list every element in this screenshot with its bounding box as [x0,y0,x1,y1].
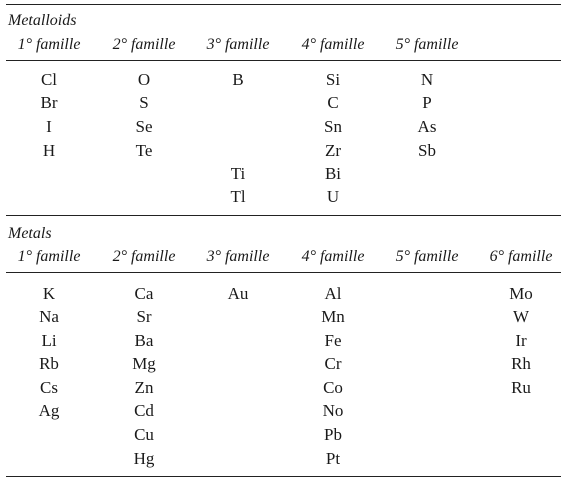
metals-header-rule [6,272,561,273]
metal-element: K [42,284,56,303]
metalloid-element: H [42,141,56,160]
metalloid-element: Se [135,117,153,136]
metalloid-element: Tl [230,187,246,206]
metal-element: Cr [324,354,342,373]
metalloid-element: U [326,187,340,206]
metalloid-element: Br [40,93,58,112]
metals-col-header-4: 4° famille [301,248,365,265]
metalloid-element: N [420,70,434,89]
metal-element: Pt [325,449,341,468]
metal-element: Li [41,331,57,350]
metalloids-col-header-3: 3° famille [206,36,270,53]
metal-element: Cd [134,401,154,420]
metal-element: Cu [134,425,154,444]
metalloids-header-rule [6,60,561,61]
metal-element: Rb [39,354,59,373]
metals-col-header-5: 5° famille [395,248,459,265]
metalloid-element: P [422,93,432,112]
bottom-rule [6,476,561,477]
metal-element: Al [324,284,342,303]
section-divider-rule [6,215,561,216]
metalloid-element: Cl [40,70,58,89]
metalloid-element: Sn [324,117,342,136]
metalloids-section-title: Metalloids [8,12,77,29]
metal-element: Mn [321,307,345,326]
metals-col-header-1: 1° famille [17,248,81,265]
metals-section-title: Metals [8,225,52,242]
metal-element: Pb [324,425,342,444]
metals-col-header-3: 3° famille [206,248,270,265]
metalloid-element: Te [135,141,153,160]
metalloid-element: C [327,93,339,112]
metalloid-element: Sb [418,141,436,160]
metal-element: W [512,307,530,326]
metal-element: Cs [40,378,58,397]
metalloid-element: I [46,117,52,136]
metal-element: Mo [509,284,533,303]
metalloids-col-header-2: 2° famille [112,36,176,53]
metalloids-col-header-1: 1° famille [17,36,81,53]
metal-element: Zn [134,378,154,397]
metalloid-element: Bi [324,164,342,183]
metal-element: Rh [511,354,531,373]
metalloid-element: S [139,93,149,112]
metal-element: Na [39,307,59,326]
metalloid-element: B [232,70,244,89]
metalloids-col-header-5: 5° famille [395,36,459,53]
metal-element: Co [323,378,343,397]
metal-element: Ir [515,331,527,350]
metalloid-element: Ti [230,164,246,183]
metal-element: Hg [133,449,155,468]
metal-element: Ru [511,378,531,397]
metal-element: Au [227,284,249,303]
metal-element: Ca [134,284,154,303]
top-rule [6,4,561,5]
metalloids-col-header-4: 4° famille [301,36,365,53]
metal-element: Sr [136,307,152,326]
metal-element: Ag [38,401,60,420]
metal-element: No [322,401,344,420]
metalloid-element: Si [325,70,341,89]
metalloid-element: O [137,70,151,89]
metal-element: Mg [132,354,156,373]
metalloid-element: As [417,117,437,136]
metalloid-element: Zr [324,141,342,160]
metal-element: Ba [134,331,154,350]
metals-col-header-6: 6° famille [489,248,553,265]
metal-element: Fe [324,331,342,350]
metals-col-header-2: 2° famille [112,248,176,265]
